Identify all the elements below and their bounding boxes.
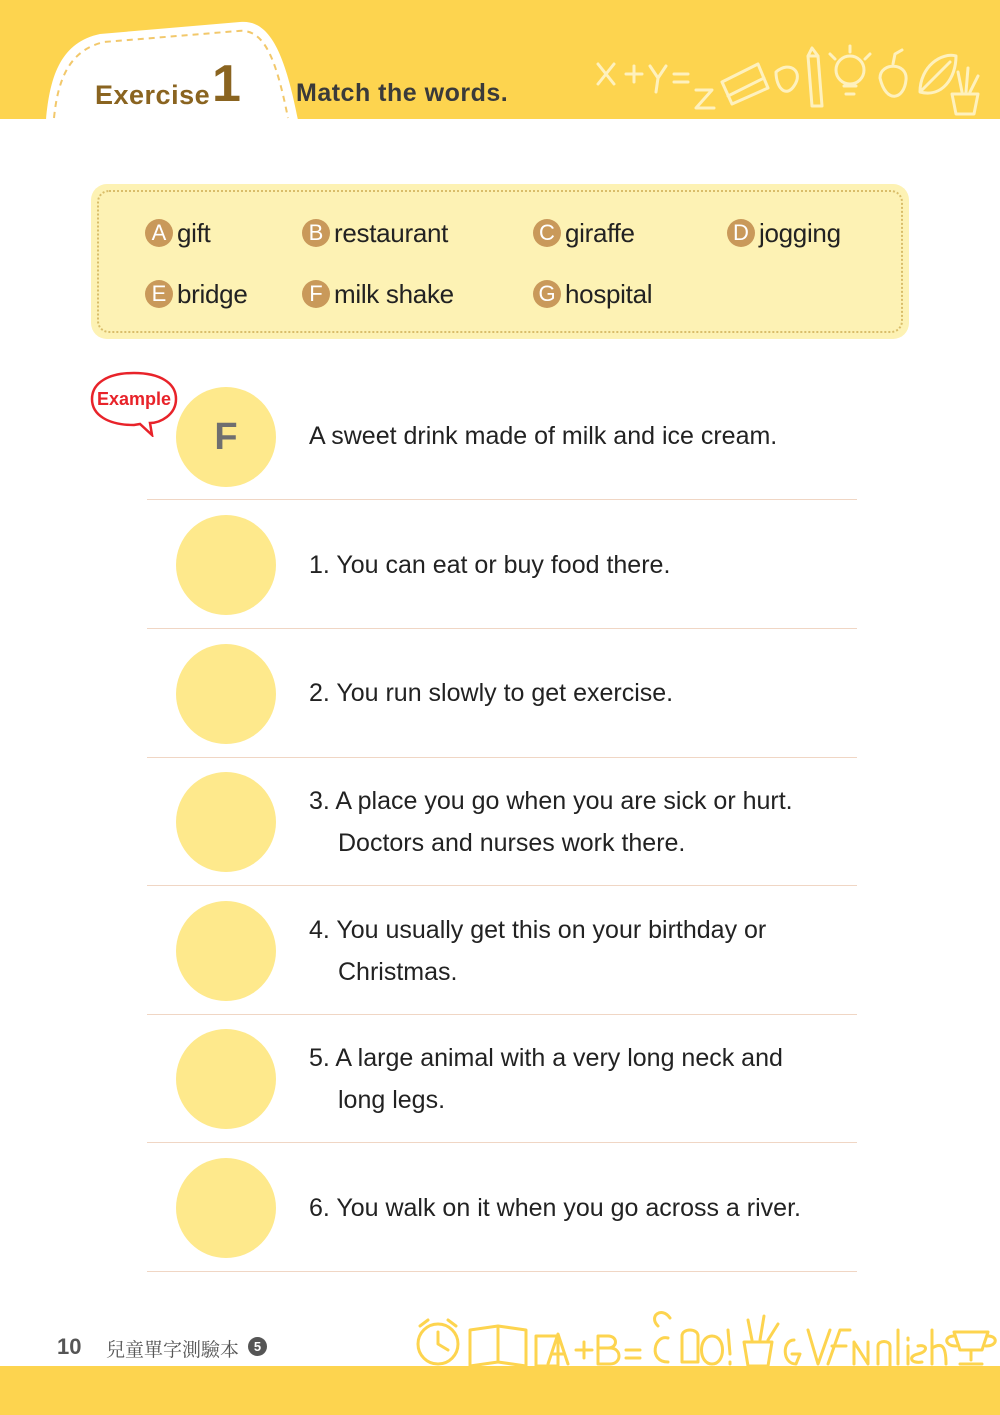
volume-badge: 5 [248,1337,267,1356]
answer-circle-2[interactable] [176,644,276,744]
question-text: 6. You walk on it when you go across a river. [309,1194,801,1222]
answer-circle-3[interactable] [176,772,276,872]
row-divider [147,1271,857,1272]
letter-badge: A [145,219,173,247]
word-text: giraffe [565,217,635,248]
example-answer-circle [176,387,276,487]
row-divider [147,628,857,629]
answer-circle-1[interactable] [176,515,276,615]
exercise-label: Exercise [95,80,211,110]
word-text: bridge [177,278,248,309]
word-text: gift [177,217,211,248]
word-bank-item-c [533,217,635,249]
decorative-doodles-icon [398,1306,998,1370]
answer-circle-6[interactable] [176,1158,276,1258]
question-6 [309,1187,869,1229]
answer-2 [176,644,276,744]
letter-badge: C [533,219,561,247]
example-clue: A sweet drink made of milk and ice cream. [309,422,778,450]
letter-badge: B [302,219,330,247]
answer-1 [176,515,276,615]
question-4 [309,909,869,993]
answer-circle-4[interactable] [176,901,276,1001]
word-bank-item-g [533,278,652,310]
letter-badge: F [302,280,330,308]
word-bank-item-a [145,217,210,249]
word-bank-item-b [302,217,448,249]
letter-badge: D [727,219,755,247]
instruction-text: Match the words. [296,79,509,107]
word-bank-item-e [145,278,247,310]
letter-badge: G [533,280,561,308]
question-text-line2: Christmas. [338,958,458,986]
question-text: 3. A place you go when you are sick or hurt. [309,787,793,815]
row-divider [147,1142,857,1143]
word-bank-item-d [727,217,841,249]
question-text-line2: Doctors and nurses work there. [338,829,686,857]
word-text: restaurant [334,217,449,248]
answer-5 [176,1029,276,1129]
row-divider [147,757,857,758]
question-2 [309,672,869,714]
word-bank-border [97,190,903,333]
question-5 [309,1037,869,1121]
book-title: 兒童單字測驗本 [106,1340,240,1361]
decorative-doodles-icon [590,42,990,118]
exercise-number: 1 [212,55,241,113]
question-text: 5. A large animal with a very long neck and [309,1044,783,1072]
question-text-line2: long legs. [338,1086,446,1114]
page-number: 10 [57,1334,82,1359]
row-divider [147,885,857,886]
example-speech-bubble-icon [88,369,180,437]
answer-4 [176,901,276,1001]
answer-circle-5[interactable] [176,1029,276,1129]
word-text: hospital [565,278,653,309]
question-text: 4. You usually get this on your birthday or [309,916,767,944]
question-3 [309,780,869,864]
example-answer: F [214,416,238,458]
letter-badge: E [145,280,173,308]
question-1 [309,544,869,586]
row-divider [147,499,857,500]
word-text: jogging [759,217,841,248]
answer-6 [176,1158,276,1258]
footer-band [0,1366,1000,1415]
answer-3 [176,772,276,872]
question-text: 1. You can eat or buy food there. [309,551,671,579]
word-bank-item-f [302,278,454,310]
example-badge-text: Example [96,389,172,409]
word-text: milk shake [334,278,454,309]
row-divider [147,1014,857,1015]
question-text: 2. You run slowly to get exercise. [309,679,674,707]
